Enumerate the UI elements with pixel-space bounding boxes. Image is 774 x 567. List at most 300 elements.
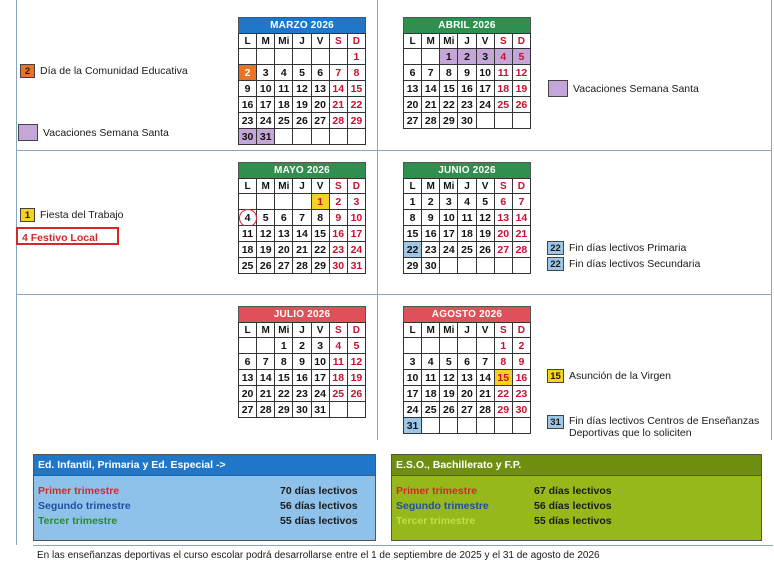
day-cell: 30 [513,402,531,418]
empty-day-cell [239,49,257,65]
weekday-header: D [348,34,366,49]
day-cell: 21 [293,242,311,258]
day-cell: 25 [422,402,440,418]
day-cell: 25 [275,113,293,129]
day-cell: 12 [513,65,531,81]
legend-swatch: 1 [20,208,35,222]
day-cell: 14 [293,226,311,242]
day-cell: 18 [458,226,476,242]
calendar-title: ABRIL 2026 [403,17,531,33]
day-cell: 31 [312,402,330,418]
trimestre-label: Tercer trimestre [38,515,118,527]
empty-day-cell [293,129,311,145]
day-cell: 13 [239,370,257,386]
day-cell: 5 [513,49,531,65]
day-cell: 26 [348,386,366,402]
day-cell: 9 [422,210,440,226]
box-title: Ed. Infantil, Primaria y Ed. Especial -> [34,455,375,476]
day-cell: 13 [312,81,330,97]
day-cell: 14 [257,370,275,386]
day-cell: 16 [330,226,348,242]
day-cell: 26 [513,97,531,113]
empty-day-cell [293,49,311,65]
legend-label: Asunción de la Virgen [569,370,671,382]
day-cell: 19 [477,226,495,242]
weekday-header: J [293,323,311,338]
day-cell: 11 [458,210,476,226]
day-cell: 4 [239,210,257,226]
weekday-header: V [312,179,330,194]
day-cell: 21 [422,97,440,113]
day-cell: 9 [513,354,531,370]
divider [16,294,772,295]
day-cell: 19 [440,386,458,402]
day-cell: 27 [239,402,257,418]
calendar-title: AGOSTO 2026 [403,306,531,322]
calendar-agosto [403,306,531,434]
weekday-header: L [404,179,422,194]
day-cell: 19 [513,81,531,97]
empty-day-cell [422,49,440,65]
trimestre-label: Primer trimestre [396,485,478,497]
festivo-local-label: 4 Festivo Local [16,227,119,245]
weekday-header: M [257,179,275,194]
weekday-header: S [330,323,348,338]
legend-swatch: 15 [547,369,564,383]
day-cell: 31 [404,418,422,434]
day-cell: 26 [257,258,275,274]
empty-day-cell [422,338,440,354]
weekday-header: J [458,179,476,194]
trimestre-label: Segundo trimestre [38,500,131,512]
day-cell: 15 [440,81,458,97]
day-cell: 7 [330,65,348,81]
weekday-header: D [513,323,531,338]
day-cell: 13 [495,210,513,226]
empty-day-cell [239,338,257,354]
day-cell: 22 [348,97,366,113]
empty-day-cell [458,418,476,434]
empty-day-cell [257,49,275,65]
day-cell: 11 [239,226,257,242]
footnote: En las enseñanzas deportivas el curso escolar podrá desarrollarse entre el 1 de septiembre de 2025 y el 31 de agosto de 2026 [37,550,600,561]
day-cell: 5 [293,65,311,81]
day-cell: 7 [422,65,440,81]
day-cell: 2 [513,338,531,354]
day-cell: 11 [495,65,513,81]
empty-day-cell [440,258,458,274]
day-cell: 6 [275,210,293,226]
day-cell: 24 [348,242,366,258]
day-cell: 2 [293,338,311,354]
weekday-header: S [330,34,348,49]
day-cell: 1 [440,49,458,65]
weekday-header: M [257,34,275,49]
day-cell: 29 [440,113,458,129]
day-cell: 22 [275,386,293,402]
day-cell: 21 [513,226,531,242]
day-cell: 28 [477,402,495,418]
legend-fiesta-trabajo [20,208,123,222]
day-cell: 13 [275,226,293,242]
empty-day-cell [458,258,476,274]
legend-fin-secundaria [547,257,700,271]
day-cell: 30 [458,113,476,129]
day-cell: 6 [458,354,476,370]
day-cell: 28 [422,113,440,129]
trimestre-row [38,485,365,500]
day-cell: 12 [440,370,458,386]
day-cell: 9 [293,354,311,370]
empty-day-cell [513,113,531,129]
day-cell: 30 [330,258,348,274]
day-cell: 15 [348,81,366,97]
day-cell: 9 [458,65,476,81]
legend-swatch: 31 [547,415,564,429]
day-cell: 15 [312,226,330,242]
day-cell: 4 [275,65,293,81]
calendar-grid [238,322,366,418]
weekday-header: D [513,34,531,49]
day-cell: 26 [440,402,458,418]
day-cell: 11 [330,354,348,370]
day-cell: 21 [330,97,348,113]
weekday-header: Mi [275,179,293,194]
weekday-header: S [495,323,513,338]
empty-day-cell [257,194,275,210]
empty-day-cell [330,49,348,65]
day-cell: 7 [257,354,275,370]
calendar-grid [238,33,366,145]
day-cell: 10 [312,354,330,370]
weekday-header: D [513,179,531,194]
trimestre-label: Primer trimestre [38,485,120,497]
day-cell: 8 [404,210,422,226]
legend-swatch: 22 [547,257,564,271]
legend-label: Día de la Comunidad Educativa [40,65,188,77]
box-title: E.S.O., Bachillerato y F.P. [392,455,761,476]
day-cell: 7 [293,210,311,226]
empty-day-cell [404,49,422,65]
divider [16,150,772,151]
day-cell: 4 [422,354,440,370]
day-cell: 21 [257,386,275,402]
weekday-header: V [477,323,495,338]
legend-swatch [548,80,568,97]
weekday-header: J [458,34,476,49]
weekday-header: J [293,34,311,49]
empty-day-cell [275,49,293,65]
weekday-header: L [404,323,422,338]
day-cell: 8 [312,210,330,226]
day-cell: 12 [477,210,495,226]
day-cell: 16 [458,81,476,97]
day-cell: 17 [477,81,495,97]
day-cell: 8 [495,354,513,370]
day-cell: 22 [312,242,330,258]
trimestre-row [38,515,365,530]
empty-day-cell [513,258,531,274]
weekday-header: V [312,34,330,49]
trimestre-row [396,500,751,515]
legend-fin-deportivas [547,415,759,439]
calendar-title: MARZO 2026 [238,17,366,33]
weekday-header: V [477,34,495,49]
day-cell: 3 [404,354,422,370]
day-cell: 5 [440,354,458,370]
day-cell: 23 [330,242,348,258]
calendar-grid [238,178,366,274]
day-cell: 12 [348,354,366,370]
day-cell: 7 [513,194,531,210]
legend-label: Fiesta del Trabajo [40,209,124,221]
day-cell: 10 [404,370,422,386]
day-cell: 29 [495,402,513,418]
day-cell: 28 [293,258,311,274]
legend-label-line: Fin días lectivos Centros de Enseñanzas [569,415,760,427]
weekday-header: L [239,179,257,194]
day-cell: 18 [330,370,348,386]
empty-day-cell [477,258,495,274]
weekday-header: V [477,179,495,194]
empty-day-cell [330,402,348,418]
day-cell: 20 [495,226,513,242]
weekday-header: L [239,34,257,49]
legend-swatch [18,124,38,141]
weekday-header: S [495,179,513,194]
legend-semana-santa-marzo [18,124,169,141]
day-cell: 16 [513,370,531,386]
weekday-header: Mi [440,323,458,338]
day-cell: 17 [404,386,422,402]
day-cell: 24 [257,113,275,129]
empty-day-cell [458,338,476,354]
calendar-grid [403,33,531,129]
day-cell: 28 [330,113,348,129]
day-cell: 20 [275,242,293,258]
day-cell: 15 [275,370,293,386]
day-cell: 24 [440,242,458,258]
empty-day-cell [348,402,366,418]
day-cell: 2 [239,65,257,81]
weekday-header: L [239,323,257,338]
weekday-header: M [422,34,440,49]
empty-day-cell [348,129,366,145]
weekday-header: Mi [275,34,293,49]
day-cell: 16 [239,97,257,113]
empty-day-cell [422,418,440,434]
day-cell: 1 [348,49,366,65]
legend-label [569,415,759,439]
day-cell: 3 [348,194,366,210]
day-cell: 14 [330,81,348,97]
day-cell: 19 [348,370,366,386]
day-cell: 4 [495,49,513,65]
weekday-header: Mi [275,323,293,338]
empty-day-cell [275,129,293,145]
trimestre-row [38,500,365,515]
day-cell: 16 [422,226,440,242]
weekday-header: M [257,323,275,338]
day-cell: 29 [404,258,422,274]
weekday-header: V [312,323,330,338]
day-cell: 20 [458,386,476,402]
weekday-header: L [404,34,422,49]
empty-day-cell [275,194,293,210]
day-cell: 29 [312,258,330,274]
day-cell: 27 [495,242,513,258]
day-cell: 2 [422,194,440,210]
day-cell: 18 [239,242,257,258]
day-cell: 13 [458,370,476,386]
empty-day-cell [312,49,330,65]
weekday-header: Mi [440,179,458,194]
trimestre-row [396,515,751,530]
day-cell: 10 [440,210,458,226]
empty-day-cell [239,194,257,210]
trimestre-value: 56 días lectivos [534,500,612,512]
empty-day-cell [495,418,513,434]
day-cell: 18 [495,81,513,97]
day-cell: 3 [440,194,458,210]
day-cell: 8 [348,65,366,81]
day-cell: 15 [495,370,513,386]
day-cell: 6 [312,65,330,81]
day-cell: 18 [275,97,293,113]
day-cell: 8 [440,65,458,81]
trimestre-label: Segundo trimestre [396,500,489,512]
legend-asuncion [547,369,671,383]
weekday-header: D [348,323,366,338]
trimestre-value: 67 días lectivos [534,485,612,497]
legend-swatch: 2 [20,64,35,78]
empty-day-cell [257,338,275,354]
day-cell: 16 [293,370,311,386]
day-cell: 20 [404,97,422,113]
weekday-header: S [330,179,348,194]
legend-label: Fin días lectivos Primaria [569,242,687,254]
day-cell: 31 [348,258,366,274]
trimestre-row [396,485,751,500]
legend-swatch: 22 [547,241,564,255]
day-cell: 27 [458,402,476,418]
day-cell: 11 [422,370,440,386]
day-cell: 8 [275,354,293,370]
legend-semana-santa-abril [548,80,699,97]
day-cell: 23 [293,386,311,402]
calendar-abril [403,17,531,129]
day-cell: 24 [404,402,422,418]
day-cell: 24 [477,97,495,113]
day-cell: 26 [293,113,311,129]
day-cell: 9 [330,210,348,226]
day-cell: 6 [239,354,257,370]
day-cell: 5 [477,194,495,210]
calendar-mayo [238,162,366,274]
day-cell: 17 [348,226,366,242]
empty-day-cell [495,258,513,274]
day-cell: 10 [477,65,495,81]
day-cell: 11 [275,81,293,97]
trimestre-value: 55 días lectivos [280,515,358,527]
day-cell: 17 [257,97,275,113]
day-cell: 22 [440,97,458,113]
day-cell: 30 [422,258,440,274]
day-cell: 22 [404,242,422,258]
weekday-header: S [495,34,513,49]
day-cell: 14 [477,370,495,386]
day-cell: 5 [348,338,366,354]
divider [771,0,772,440]
empty-day-cell [477,338,495,354]
day-cell: 24 [312,386,330,402]
empty-day-cell [440,418,458,434]
legend-comunidad-educativa [20,64,188,78]
weekday-header: J [458,323,476,338]
day-cell: 12 [257,226,275,242]
day-cell: 29 [275,402,293,418]
weekday-header: M [422,179,440,194]
day-cell: 27 [275,258,293,274]
calendar-junio [403,162,531,274]
day-cell: 27 [404,113,422,129]
day-cell: 27 [312,113,330,129]
legend-fin-primaria [547,241,686,255]
day-cell: 31 [257,129,275,145]
day-cell: 25 [330,386,348,402]
empty-day-cell [293,194,311,210]
day-cell: 25 [239,258,257,274]
divider [377,0,378,440]
day-cell: 5 [257,210,275,226]
day-cell: 26 [477,242,495,258]
day-cell: 29 [348,113,366,129]
day-cell: 3 [312,338,330,354]
day-cell: 14 [422,81,440,97]
day-cell: 23 [422,242,440,258]
legend-label: Fin días lectivos Secundaria [569,258,701,270]
empty-day-cell [404,338,422,354]
day-cell: 6 [404,65,422,81]
day-cell: 19 [293,97,311,113]
legend-label: Vacaciones Semana Santa [43,126,169,139]
day-cell: 30 [293,402,311,418]
day-cell: 25 [458,242,476,258]
day-cell: 13 [404,81,422,97]
calendar-marzo [238,17,366,145]
day-cell: 23 [458,97,476,113]
day-cell: 17 [440,226,458,242]
day-cell: 2 [458,49,476,65]
empty-day-cell [513,418,531,434]
legend-label-line: Deportivas que lo soliciten [569,427,692,439]
box-eso-bachillerato [391,454,762,541]
day-cell: 18 [422,386,440,402]
day-cell: 1 [275,338,293,354]
calendar-julio [238,306,366,418]
day-cell: 28 [257,402,275,418]
calendar-grid [403,178,531,274]
legend-label: Vacaciones Semana Santa [573,82,699,95]
box-infantil-primaria [33,454,376,541]
day-cell: 4 [330,338,348,354]
day-cell: 4 [458,194,476,210]
weekday-header: D [348,179,366,194]
calendar-title: JULIO 2026 [238,306,366,322]
day-cell: 23 [239,113,257,129]
day-cell: 10 [257,81,275,97]
divider [33,545,773,546]
